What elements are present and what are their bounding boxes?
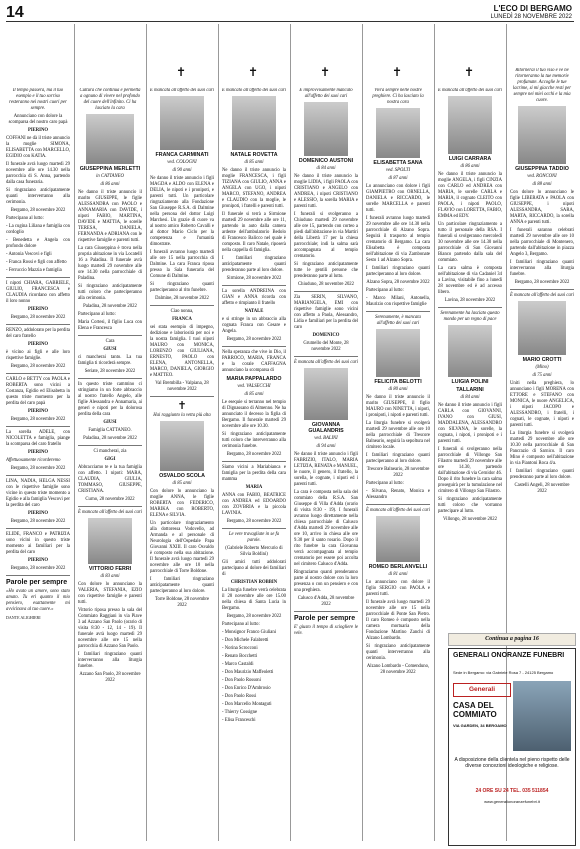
portrait-photo: [160, 96, 204, 150]
deceased-name: MARIO CROTTI: [522, 357, 562, 363]
participant: - Marco Castaldi: [222, 662, 254, 667]
obituary-column-1: [6, 88, 70, 848]
thanks-text: I familiari ringraziano quanti parteciperanno al loro dolore.: [366, 453, 430, 464]
obituary-column-4: [222, 88, 286, 848]
separator: [150, 396, 214, 397]
obituary-text: Ne danno il triste annuncio la moglie LIDIA, i figli PAOLA con CRISTIANO e ANGELO con ANDREA, i nipoti CRISTIANO e ALESSIO, la sorella MARIA e parenti tutti.: [294, 174, 358, 209]
participants-title: Partecipano al lutto:: [6, 216, 44, 221]
announcement: È improvvisamente mancato all'affetto dei suoi cari: [299, 88, 353, 99]
participant: - Don Paolo Rossi: [222, 694, 257, 699]
deceased-name: PIERINO: [27, 307, 49, 312]
deceased-name: GIUSI: [103, 347, 117, 352]
condolence-text: Ciao nonna,: [170, 309, 194, 314]
section-title: Parole per sempre: [294, 615, 356, 622]
deceased-name: ELISABETTA SANA: [373, 160, 423, 166]
place-date: Bergamo, 28 novembre 2022: [10, 466, 66, 471]
announcement: È mancata all'affetto dei suoi cari: [438, 88, 502, 93]
condolence-text: In questo triste cammino ci stringiamo in un forte abbraccio al nostro fratello Angelo, alle figlie Alessandra e Annamaria, ai generi e nipoti per la dolorosa perdita della cara: [78, 382, 142, 417]
thanks-text: Si ringraziano anticipatamente tutte le gentili persone che prenderanno parte al lutto.: [294, 262, 358, 279]
place-date: Torre Boldone, 28 novembre 2022: [154, 597, 210, 608]
column-divider: [74, 24, 75, 841]
funeral-info: I funerali si svolgeranno a Chiuduno martedì 29 novembre alle ore 15, partendo con corteo a piedi dall'abitazione in via Martiri della Libertà 17 per la chiesa parrocchiale; indi la salma sarà accompagnata al tempio crematorio.: [294, 212, 358, 259]
condolence-text: Nella speranza che vive in Dio, il PARROCO, MARIA, FRANCA e la corale CAFFAGNA annunciano la scomparsa di: [222, 350, 286, 373]
condolence-text: Gli amici tutti addolorati partecipano al dolore dei familiari di: [222, 560, 286, 577]
place-date: Grumello del Monte, 28 novembre 2022: [303, 341, 349, 352]
participant: - Elisa Franceschi: [222, 718, 256, 723]
separator: [6, 426, 70, 427]
place-date: Alzano Sopra, 28 novembre 2022: [366, 280, 430, 285]
funeral-info: I funerali saranno celebrati martedì 29 novembre alle ore 10 nella parrocchiale di Montenero, partendo dall'abitazione in piazza Angelo 3, Bergamo.: [510, 228, 574, 257]
masthead: [491, 4, 572, 22]
thanks-text: I familiari ringraziano quanti parteciperanno al loro dolore.: [366, 266, 430, 277]
condolence-text: Affettuosamente ricorderemo: [6, 458, 61, 463]
section-title: Parole per sempre: [6, 579, 68, 586]
deceased-age: di 86 anni: [100, 182, 120, 187]
separator: [222, 285, 286, 286]
cross-icon: ✝: [320, 65, 331, 79]
funeral-info: Un particolare ringraziamento a tutto il personale della RSA. I funerali si svolgeranno mercoledì 30 novembre alle ore 14.30 nella parrocchiale di San Giovanni Bianco partendo dalla sala del commiato.: [438, 222, 502, 263]
deceased-name: PIERINO: [27, 511, 49, 516]
deceased-name: FRANCA CARMINATI: [155, 152, 209, 158]
condolence-text: LINA, NADIA, HELGA NESSI con le rispettive famiglie sono vicine in questo triste momento a Egidio e alla famiglia Vescovi per la perdita del caro: [6, 479, 70, 508]
portrait-photo: [376, 516, 420, 562]
announcement: È mancata all'affetto dei suoi cari: [294, 360, 358, 365]
funeral-info: Il funerale avrà luogo martedì 29 novembre alle ore 15 nella parrocchiale di Ponte San Pietro. Il caro Romeo è composto nella camera mortuaria della Fondazione Martino Zanchi di Alzano Lombardo.: [366, 600, 430, 641]
deceased-age: di 80 anni: [388, 387, 408, 392]
place-date: Bergamo, 28 novembre 2022: [226, 337, 282, 342]
participant: - Ferruccio Mazzia e famiglia: [6, 268, 62, 273]
place-date: Bergamo, 28 novembre 2022: [226, 452, 282, 457]
portrait-photo: [232, 96, 276, 150]
intro-quote: Il tempo passerà, ma il tuo esempio e il tuo sorriso resteranno nei nostri cuori per sempre.: [9, 88, 67, 111]
building-photo: [513, 681, 571, 751]
deceased-name: GIUSEPPINA TADDIO: [515, 166, 569, 172]
condolence-text: Famiglia CATTANEO.: [88, 428, 132, 433]
deceased-age: di 81 anni: [388, 572, 408, 577]
page-number: 14: [6, 4, 24, 21]
thanks-text: I familiari ringraziano quanti interverranno alla liturgia funebre.: [510, 260, 574, 277]
column-divider: [290, 24, 291, 841]
portrait-photo: [518, 301, 566, 355]
condolence-text: Ci mancherai, zia: [93, 449, 127, 454]
quote-text: Le vere travagliate in se fa parole.: [228, 532, 280, 543]
obituary-text: Ne danno il triste annuncio i figli CARLA con GIOVANNI, IVANO con GIUSI, MADDALENA, ALESSANDRO con SILVANA, le sorelle, la cognata, i nipoti, i pronipoti e i parenti tutti.: [438, 403, 502, 444]
announcement: Serenamente ha lasciato questo mondo per un regno di pace: [440, 311, 500, 322]
deceased-age: di 83 anni: [100, 574, 120, 579]
thanks-text: I familiari ringraziano anticipatamente quanti prenderanno parte al loro dolore.: [222, 256, 286, 273]
column-divider: [434, 24, 435, 841]
obituary-text: Ne danno il triste annuncio il marito GIUSEPPE, il figlio MAURO con NINETTA, i nipoti, i pronipoti, i nipoti e parenti tutti.: [366, 395, 430, 418]
announcement: È mancata all'affetto dei suoi cari: [150, 88, 214, 93]
place-date: Castelli Angeli, 28 novembre 2022: [514, 483, 570, 494]
separator: [78, 378, 142, 379]
place-date: Sirmione, 28 novembre 2022: [226, 276, 282, 281]
participant: - Norina Scrocconi: [222, 646, 258, 651]
separator: [366, 311, 430, 312]
condolence-text: La sorella ADELE, con NICOLETTA e famiglia, piange la scomparsa del caro fratello: [6, 430, 70, 447]
portrait-photo: [304, 102, 348, 156]
deceased-name: PIERINO: [27, 450, 49, 455]
deceased-name: GIOVANNA GUALANDRIS: [308, 422, 344, 434]
deceased-name: LUIGIA POLINI: [451, 379, 489, 385]
separator: [222, 346, 286, 347]
separator: [6, 324, 70, 325]
condolence-text: Zia SERIN, SILVANO, MARIANGELA, EMI con rispettive famiglie sono vicini con affetto a Paola, Alessandro, Lidia e familiari per la perdita del caro: [294, 295, 358, 330]
funeral-info: Il funerale si terrà a Sirmione martedì 29 novembre alle ore 11, partendo in auto dalla camera ardente dell'ambulatorio Bedolo di Francesco Balicco nel quale è composto. Il caro Natale, riposerà nella cappella di famiglia.: [222, 212, 286, 253]
portrait-photo: [160, 421, 204, 471]
thanks-text: Si ringraziano anticipatamente tutti coloro che vorranno partecipare al lutto.: [438, 497, 502, 514]
thanks-text: Si ringraziano anticipatamente quanti interverranno alla cerimonia.: [6, 188, 70, 205]
condolence-text: sei stata esempio di impegno, dedizione e laboriosità per noi e la nostra famiglia. I tuoi nipoti MAURO con MONICA, LORENZO con GIULIANA, ERNESTO, PAOLO con ELENA, ANTONELLA, MARCO, DANIELA, GIORGIO e MATTEO.: [150, 325, 214, 378]
deceased-name: NATALE ROVETTA: [230, 152, 278, 158]
funeral-info: Un particolare ringraziamento alla dottoressa Vodovello, ad Armanda e al personale di Neurologia dell'Ospedale Papa Giovanni XXIII. Il caro Osvaldo è composto nella sua abitazione. Il funerale avrà luogo martedì 29 novembre alle ore 10 nella parrocchiale di Torre Boldone.: [150, 521, 214, 574]
deceased-subname: ved. VALSECCHI: [237, 384, 271, 389]
deceased-age: di 86 anni: [460, 164, 480, 169]
participant: Maria Cortesi, il figlio Luca con Elena e Francesca: [78, 320, 142, 331]
deceased-subname: (Mino): [535, 365, 549, 370]
condolence-text: e si stringe in un abbraccio alla cognata Franca con Cesare e Angela.: [222, 317, 286, 334]
separator: [222, 461, 286, 462]
participants-title: Partecipano al lutto:: [366, 481, 404, 486]
separator: [366, 504, 430, 505]
deceased-name: ROMEO BERLANVELLI: [368, 564, 428, 570]
portrait-photo: [518, 106, 566, 164]
deceased-age: di 84 anni: [316, 166, 336, 171]
place-date: Bergamo, 28 novembre 2022: [226, 519, 282, 524]
deceased-name: PIERINO: [27, 128, 49, 133]
separator: [438, 307, 502, 308]
separator: [510, 289, 574, 290]
condolence-text: Abbracciamo te e la tua famiglia con affetto. I nipoti: MARA, CLAUDIA, GIULIA, TOMMASO, GIUSEPPE, CRISTIANA.: [78, 465, 142, 494]
newspaper-name: L'ECO DI BERGAMO: [493, 4, 572, 13]
obituary-text: Le esequie si terranno nel tempio di Dignassano di Almenno. Ne ha annunciato il decesso la figlia di Bergamo. Il funerale martedì 29 novembre alle ore 10.30.: [222, 400, 286, 429]
portrait-photo: [376, 108, 420, 158]
deceased-age: di 90 anni: [172, 168, 192, 173]
thanks-text: Si ringraziano anticipatamente tutti coloro che parteciperanno alla cerimonia.: [78, 284, 142, 301]
deceased-name: CHRISTIAN ROBBIN: [230, 580, 278, 585]
quote-text: E' giusto il tempo di sciogliere le vele.: [294, 625, 358, 636]
thanks-text: Si ringraziano anticipatamente tutti coloro che interverranno alla cerimonia funebre.: [222, 432, 286, 449]
obituary-column-6: [366, 88, 430, 848]
intro-quote: Ritornerai il tuo viso e ve ne ritorneranno la tue memorie profumate. Accoglie le tue lacrime, si mi giacche resti per sempre nei miei occhi e la mia cuore.: [512, 68, 572, 103]
participant: - Benedetta e Angela con profondo dolore: [6, 238, 70, 249]
deceased-name: FRANCA: [172, 317, 192, 322]
obituary-column-5: [294, 88, 358, 848]
obituary-text: Con dolore lo annunciano la VALERIA, STEFANIA, EZIO con rispettive famiglie e parenti tutti.: [78, 582, 142, 605]
separator: [294, 291, 358, 292]
participant: - Don Paolo Rossoni: [222, 678, 261, 683]
cross-icon: ✝: [177, 399, 187, 412]
deceased-name: PIERINO: [27, 342, 49, 347]
obituary-text: Ne danno il triste annuncio il marito GIUSEPPE, le figlie ALESSANDRA con PAOLO e ANNAMARIA con DAVIDE, i nipoti FABIO, MARTINA, DAVIDE e MATTIA, le sorelle TERESA, DANIELA, FERNANDA e ADRIANA con le rispettive famiglie e parenti tutti.: [78, 190, 142, 243]
separator: [78, 506, 142, 507]
funeral-home-advert: [448, 648, 576, 846]
obituary-text: Ne danno il triste annuncio i figli MAGDA e ALDO con ELENA e DELIA, le nipoti e i pronipoti, e parenti tutti. Un particolare ringraziamento alla Fondazione San Giuseppe R.S.A. di Dalmine nella persona del dottor Luigi Marchesi. Un grazie di cuore va al nostro amico Roberto Cavalli e al dottor Mario Ciclo per la competenza e l'umanità dimostrate.: [150, 176, 214, 247]
place-date: Val Brembilla - Valpiana, 28 novembre 2022: [155, 381, 209, 392]
advert-phone: 24 ORE SU 24 TEL. 035 511854: [475, 788, 549, 794]
thanks-text: Ringraziamo quanti prenderanno parte al nostro dolore con la loro presenza o con un pensiero e con una preghiera.: [294, 570, 358, 593]
participant: - Don Michele Falabretti: [222, 638, 269, 643]
place-date: Curno, 28 novembre 2022: [85, 497, 135, 502]
place-date: Villongo, 28 novembre 2022: [443, 517, 497, 522]
thanks-text: Si ringraziano anticipatamente quanti interverranno alla cerimonia.: [366, 644, 430, 661]
place-date: Bergamo, 28 novembre 2022: [10, 208, 66, 213]
participants-title: Partecipano al lutto:: [366, 288, 404, 293]
obituary-text: Con dolore lo annunciano le figlie LIBERATA e PAOLA con GIUSEPPE, i nipoti ALESSANDRA, SARA, MARTA, RICCARDO, la sorella ANNA e parenti tutti.: [510, 190, 574, 225]
place-date: Dalmine, 28 novembre 2022: [155, 296, 209, 301]
participant: - Thierry Cossigne: [222, 710, 258, 715]
cross-icon: ✝: [176, 65, 187, 79]
place-date: Paladina, 28 novembre 2022: [83, 436, 137, 441]
place-date: Bergamo, 28 novembre 2022: [10, 364, 66, 369]
obituary-column-2: [78, 88, 142, 848]
deceased-subname: ved. SPOLTI: [385, 168, 411, 173]
separator: [78, 335, 142, 336]
obituary-text: Uniti nella preghiera, lo annunciano i figli MORENA con ETTORE e STEFANO con MONICA, le nuore ANGELICA, i nipoti JACOPO e ALESSANDRO, i fratelli, i cognati, le cognate, i nipoti e parenti tutti.: [510, 381, 574, 428]
separator: [78, 445, 142, 446]
place-date: Bergamo, 28 novembre 2022: [10, 519, 66, 524]
obituary-text: Con dolore lo annunciano la moglie ANNA, le figlie ROBERTA con FEDERICO, MARIKA con ROBERTO, ELENA e SILVIA.: [150, 489, 214, 518]
thanks-text: I familiari ringraziano anticipatamente quanti parteciperanno al loro dolore.: [150, 577, 214, 594]
obituary-text: Ne danno il triste annuncio la moglie ANGELA, i figli CINZIA con CARLO ed ANDREA con MARIA, le sorelle CARLA e MARIA, il cognato CLEITO con PAOLA, i nipoti PAOLO, FLAVIO con LORETTA, FABIO, EMMA ed EDY.: [438, 172, 502, 219]
place-date: Azzano San Paolo, 28 novembre 2022: [79, 672, 141, 683]
column-divider: [218, 24, 219, 841]
announcement: Annunciano con dolore la scomparsa del nostro caro papà: [8, 114, 68, 125]
portrait-photo: [448, 96, 492, 154]
portrait-photo: [304, 368, 348, 420]
advert-address: VIA GARDEN, 34 BERGAMO: [453, 723, 507, 728]
deceased-age: di 87 anni: [388, 176, 408, 181]
funeral-info: I funerali avranno luogo martedì alle ore 15 nella parrocchia di Dalmine. La cara Franca riposa presso la Sala funeraria del Comune di Dalmine.: [150, 250, 214, 279]
deceased-name: MARIA PAPPALARDO: [226, 376, 282, 382]
condolence-text: Siamo vicini a Mariabianca e famiglia per la perdita della cara mamma: [222, 465, 286, 482]
condolence-text: RENZO, addolorato per la perdita del caro fratello: [6, 328, 70, 339]
funeral-info: I funerali avranno luogo martedì 29 novembre alle ore 14.30 nella parrocchiale di Alzano Sopra. Seguirà il trasporto al tempio crematorio di Bergamo. La cara Elisabetta è composta nell'abitazione di via Zambonate Sesto 1 ad Alzano Sopra.: [366, 216, 430, 263]
place-date: Bergamo, 28 novembre 2022: [10, 417, 66, 422]
participant: - Renato Bocchetti: [222, 654, 258, 659]
place-date: Alzano Lombardo - Comenduno, 28 novembre 2022: [366, 664, 430, 675]
funeral-info: I funerali si svolgeranno nella parrocchiale di Villongo San Filastro martedì 29 novembre alle ore 14.30, partendo dall'abitazione di via Cernidor 46. Dopo il rito funebre la cara salma proseguirà per la tumulazione nel cimitero di Villongo San Filastro.: [438, 447, 502, 494]
header-rule: [6, 21, 574, 22]
cross-icon: ✝: [464, 65, 475, 79]
advert-title: GENERALI ONORANZE FUNEBRI: [453, 652, 565, 659]
participant: - Don Enrico D'Ambrosio: [222, 686, 271, 691]
deceased-age: di 88 anni: [532, 182, 552, 187]
deceased-name: PIERINO: [27, 558, 49, 563]
place-date: Trescore Balneario, 28 novembre 2022: [366, 467, 430, 478]
separator: [150, 305, 214, 306]
separator: [294, 611, 358, 612]
deceased-name: FELICITA BELOTTI: [374, 379, 422, 385]
funeral-info: La liturgia funebre si svolgerà martedì 29 novembre alle ore 10 nella parrocchiale di Trescore Balneario, seguirà la sepoltura nel cimitero locale.: [366, 421, 430, 450]
obituary-text: Ne danno il triste annuncio i figli FABRIZIO, ITALO, MARIA LETIZIA, RENATA e MANUEL, le nuore, il genero, il fratello, la sorella, le cognate, i nipoti ed i parenti tutti.: [294, 452, 358, 487]
quote-author: DANTE ALIGHIERI: [6, 615, 41, 620]
advert-subtitle: Sede in Bergamo: via Gabriele Rosa 7 - 24125 Bergamo: [453, 670, 554, 675]
quote-text: «Ho avuto un amore, sono stato amato. Tu eri quanto il mio pensiero, esattamente mi avvicinava al tuo cuore.»: [6, 589, 70, 612]
condolence-text: CARLO e BETTY con PAOLA e ROBERTA sono vicini a Costanza, Egidio ed Elisabetta in questo triste momento per la perdita del caro papà: [6, 377, 70, 406]
deceased-age: di 94 anni: [316, 444, 336, 449]
deceased-age: di 84 anni: [460, 395, 480, 400]
place-date: Bergamo, 28 novembre 2022: [226, 614, 282, 619]
obituary-text: Lo annunciano con dolore il figlio SERGIO con PAOLA e parenti tutti.: [366, 580, 430, 597]
participant: - Antonia Vescovi e figli: [6, 252, 52, 257]
place-date: Lavina, 28 novembre 2022: [444, 298, 496, 303]
participant: - Marco Milani, Antonella, Maurizio con rispettive famiglie: [366, 296, 430, 307]
separator: [294, 356, 358, 357]
place-date: Calusco d'Adda, 28 novembre 2022: [297, 596, 355, 607]
condolence-text: ELIDE, FRANCO e PATRIZIA sono vicini in questo triste momento ai familiari per la perdita del caro: [6, 532, 70, 555]
deceased-name: GIGI: [104, 457, 116, 462]
participants-title: Partecipano al lutto:: [78, 312, 116, 317]
participant: - Franca Rossi e figli con affetto: [6, 260, 67, 265]
deceased-name: GIUSI: [103, 420, 117, 425]
participant: - Don Marcello Montaguti: [222, 702, 272, 707]
place-date: Seriate, 28 novembre 2022: [84, 369, 136, 374]
funeral-info: La liturgia funebre si svolgerà martedì 29 novembre alle ore 10.30 nella parrocchiale di San Pancrazio di Sarnico. Il caro Mino è composto nell'abitazione in via Piantoni Roca 4/a.: [510, 431, 574, 466]
participant: - Silvana, Renato, Monica e Alessandro: [366, 489, 430, 500]
place-date: Chiuduno, 28 novembre 2022: [298, 282, 354, 287]
condolence-text: è vicino ai figli e alle loro rispettive famiglie.: [6, 350, 70, 361]
intro-quote: Cultura che continua e permetta a ognuno di vivere nel profondo del cuore dell'infinito. Ci ha lasciato la cara: [79, 88, 141, 111]
deceased-subname: in CATTANEO: [96, 174, 124, 179]
portrait-photo: [376, 329, 420, 377]
obituary-column-8: [510, 68, 574, 628]
issue-date: LUNEDÌ 28 NOVEMBRE 2022: [490, 14, 572, 20]
condolence-text: ANNA con FABIO, BEATRICE con ANDREA ed EDOARDO con ZOVBRIA e la piccola LAVINIA.: [222, 493, 286, 516]
condolence-text: Cara: [105, 339, 115, 344]
advert-heading: CASA DEL COMMIATO: [453, 701, 497, 719]
funeral-info: Vittorio riposa presso la sala del Commiato Raggiani in via Piave 3 ad Azzano San Paolo (orario di visita 8:30 - 12, 14 - 19). Il funerale avrà luogo martedì 29 novembre alle ore 15 nella parrocchia di Azzano San Paolo.: [78, 608, 142, 649]
announcement: È mancato all'affetto dei suoi cari: [78, 510, 142, 515]
deceased-name: NATALE: [244, 309, 264, 314]
deceased-subname: ved. BALINI: [314, 436, 338, 441]
separator: [6, 277, 70, 278]
advert-slogan: A disposizione della clientela nel pieno rispetto delle diverse concezioni ideologiche e religiose.: [454, 757, 570, 769]
quote-author: (Gabriele Roberto Mercurio di Silvia Boldini): [225, 546, 283, 557]
announcement: È mancato all'affetto dei suoi cari: [510, 293, 574, 298]
deceased-name: LUIGI CARRARA: [448, 156, 492, 162]
condolence-text: I nipoti CHIARA, GABRIELE, GIULIO, FRANCESCA e CLAUDIA ricordano con affetto il loro nonno: [6, 281, 70, 304]
announcement: È mancato all'affetto dei suoi cari: [222, 88, 286, 93]
thanks-text: La cara salma è composta nell'abitazione di via Cadaniel 34 a Lavina, visitabile fino a lunedì 28 novembre ed è ad accesso libero.: [438, 266, 502, 295]
deceased-name: DOMENICO AUSTONI: [298, 158, 354, 164]
advert-website: www.generalionoranzefunebri.it: [484, 799, 540, 804]
advert-logo: Generali: [453, 683, 511, 697]
separator: [222, 528, 286, 529]
funeral-info: La liturgia funebre verrà celebrata il 28 novembre alle ore 15.00 nella chiesa di Santa Lucia in Bergamo.: [222, 588, 286, 611]
participant: - La cugina Liliana e famiglia con cordoglio: [6, 224, 70, 235]
cross-icon: ✝: [392, 65, 403, 79]
continua-banner: [448, 633, 576, 646]
obituary-column-3: [150, 88, 214, 848]
funeral-info: Il funerale avrà luogo martedì 29 novembre alle ore 14.30 nella parrocchia di S. Anna, partendo dalla casa funeraria.: [6, 162, 70, 185]
obituary-text: Lo annunciano con dolore i figli GIAMPIETRO con ORNELLA, DANIELA e RICCARDO, le sorelle MARCELLA e parenti tutti.: [366, 184, 430, 213]
separator: [6, 373, 70, 374]
portrait-photo: [448, 325, 492, 377]
cross-icon: ✝: [248, 65, 259, 79]
condolence-text: ci mancherai tanto. La tua famiglia ti ricorderà sempre.: [78, 355, 142, 366]
deceased-name: MARIA: [245, 485, 263, 490]
deceased-name: PIERINO: [27, 409, 49, 414]
column-divider: [146, 24, 147, 841]
deceased-name: OSVALDO SCOLA: [159, 473, 205, 479]
deceased-age: di 85 anni: [244, 392, 264, 397]
funeral-info: La cara è composta nella sala del commiato della R.S.A. San Giuseppe di Villa d'Adda (orario di visita 8:30 - 19). I funerali avranno luogo direttamente nella chiesa parrocchiale di Calusco d'Adda martedì 29 novembre alle ore 10, arrivo in chiesa alle ore 9.30 per il santo rosario. Dopo il rito funebre la cara Giovanna verrà accompagnata al tempio crematorio per essere poi accolta nel cimitero Calusco d'Adda.: [294, 490, 358, 567]
deceased-age: di 85 anni: [172, 481, 192, 486]
separator: [6, 475, 70, 476]
announcement: È mancato all'affetto dei suoi cari: [366, 508, 430, 513]
separator: [6, 575, 70, 576]
deceased-subname: ved. RONCONI: [527, 174, 557, 179]
thanks-text: Si ringraziano quanti parteciperanno al rito funebre.: [150, 282, 214, 293]
intro-quote: Vivrà sempre nelle nostre preghiere. Ci ha lasciato la nostra cara: [372, 88, 424, 105]
deceased-subname: ved. COLOGNI: [167, 160, 197, 165]
obituary-text: COFFANI ne dà il triste annuncio la moglie SIMONA, ELISABETTA con MARCELLO, EGIDIO con KATIA.: [6, 136, 70, 159]
thanks-text: I familiari ringraziano quanti prenderanno parte al loro dolore.: [510, 469, 574, 480]
deceased-name: DOMENICO: [312, 333, 340, 338]
thanks-text: I familiari ringraziano quanti interverranno alla liturgia funebre.: [78, 652, 142, 669]
announcement: Hai raggiunto la vetta più alta: [153, 413, 211, 418]
place-date: Bergamo, 28 novembre 2022: [10, 315, 66, 320]
participants-title: Partecipano al lutto:: [222, 622, 260, 627]
deceased-name: VITTORIO FERRI: [88, 566, 132, 572]
participant: - Monsignor Franco Giuliani: [222, 630, 277, 635]
column-divider: [362, 24, 363, 841]
portrait-photo: [88, 518, 132, 564]
place-date: Bergamo, 28 novembre 2022: [514, 280, 570, 285]
deceased-age: di 85 anni: [244, 160, 264, 165]
separator: [6, 528, 70, 529]
place-date: Paladina, 28 novembre 2022: [83, 304, 137, 309]
deceased-age: di 75 anni: [532, 373, 552, 378]
obituary-text: Ne danno il triste annuncio la moglie FRANCESCA, i figli TIZIANA con GIULIO, ANNA e ANGELA con UGO, i nipoti MARCO, STEFANO, ANDREA e CLAUDIO con la moglie, le pronipoti, i fratelli e parenti tutti.: [222, 168, 286, 209]
funeral-info: La cara Giuseppina è trova nella propria abitazione in via Locatelli 16 a Paladina. Il funerale avrà luogo martedì 29 novembre alle ore 14.30 nella parrocchiale di Paladina.: [78, 246, 142, 281]
condolence-text: La sorella ANDREINA con GIAN e ANNA ricorda con affetto e rimpianto il fratello: [222, 289, 286, 306]
portrait-photo: [86, 114, 134, 164]
deceased-name: GIUSEPPINA MERLETTI: [79, 166, 141, 172]
place-date: Bergamo, 28 novembre 2022: [10, 566, 66, 571]
continua-text: Continua a pagina 16: [485, 636, 539, 642]
participant: - Don Maurizio Maffeoletti: [222, 670, 274, 675]
deceased-subname: TALLARINI: [456, 387, 484, 393]
announcement: Serenamente, è mancata all'affetto dei suoi cari: [375, 315, 421, 326]
